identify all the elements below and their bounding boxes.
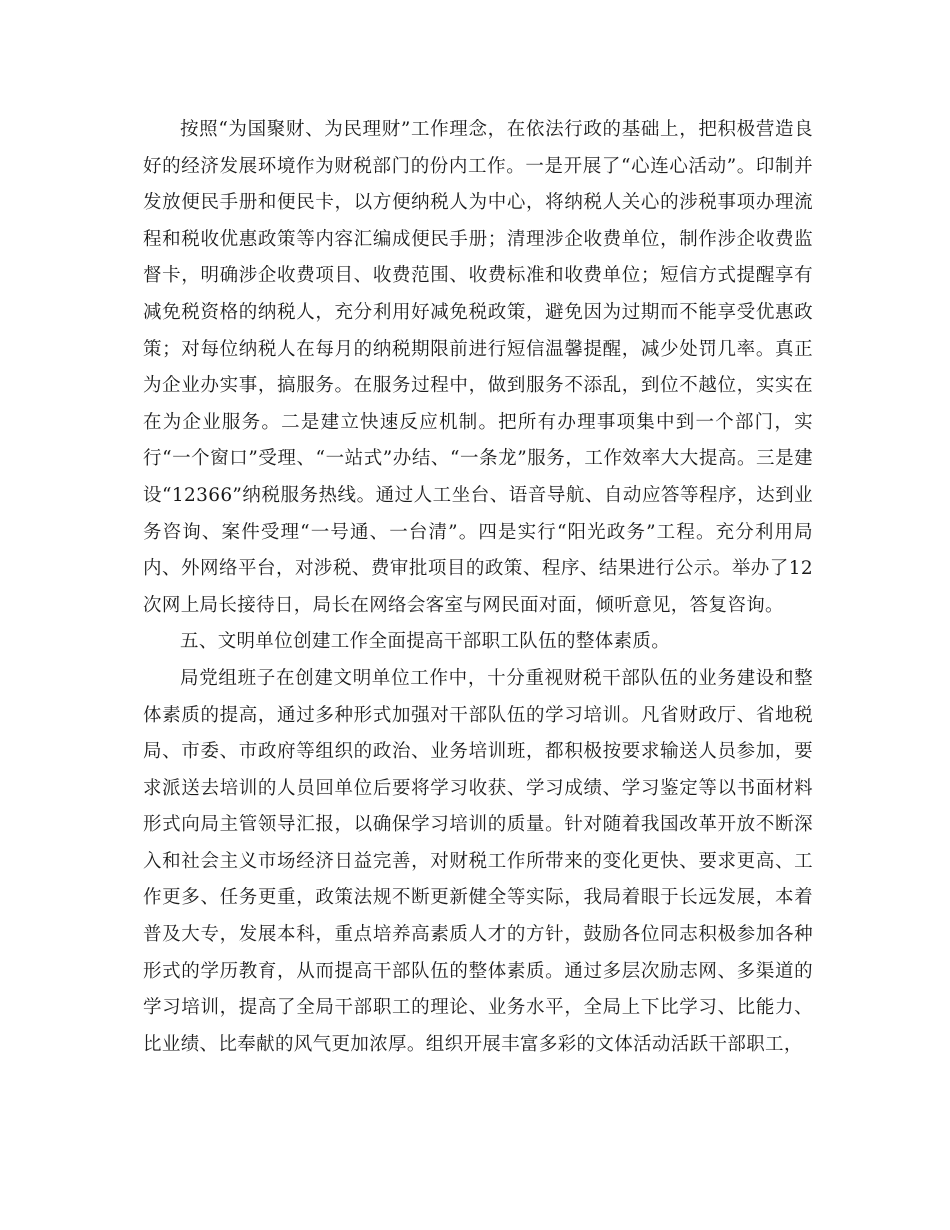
document-body: [143, 112, 813, 1063]
paragraph-section-heading: 五、文明单位创建工作全面提高干部职工队伍的整体素质。: [180, 631, 671, 653]
paragraph-service-environment: 按照“为国聚财、为民理财”工作理念，在依法行政的基础上，把积极营造良好的经济发展环境作为财税部门的份内工作。一是开展了“心连心活动”。印制并发放便民手册和便民卡，以方便纳税人为中心，将纳税人关心的涉税事项办理流程和税收优惠政策等内容汇编成便民手册；清理涉企收费单位，制作涉企收费监督卡，明确涉企收费项目、收费范围、收费标准和收费单位；短信方式提醒享有减免税资格的纳税人，充分利用好减免税政策，避免因为过期而不能享受优惠政策；对每位纳税人在每月的纳税期限前进行短信温馨提醒，减少处罚几率。真正为企业办实事，搞服务。在服务过程中，做到服务不添乱，到位不越位，实实在在为企业服务。二是建立快速反应机制。把所有办理事项集中到一个部门，实行“一个窗口”受理、“一站式”办结、“一条龙”服务，工作效率大大提高。三是建设“12366”纳税服务热线。通过人工坐台、语音导航、自动应答等程序，达到业务咨询、案件受理“一号通、一台清”。四是实行“阳光政务”工程。充分利用局内、外网络平台，对涉税、费审批项目的政策、程序、结果进行公示。举办了12次网上局长接待日，局长在网络会客室与网民面对面，倾听意见，答复咨询。: [143, 119, 813, 616]
paragraph-staff-training: 局党组班子在创建文明单位工作中，十分重视财税干部队伍的业务建设和整体素质的提高，通过多种形式加强对干部队伍的学习培训。凡省财政厅、省地税局、市委、市政府等组织的政治、业务培训班，都积极按要求输送人员参加，要求派送去培训的人员回单位后要将学习收获、学习成绩、学习鉴定等以书面材料形式向局主管领导汇报，以确保学习培训的质量。针对随着我国改革开放不断深入和社会主义市场经济日益完善，对财税工作所带来的变化更快、要求更高、工作更多、任务更重，政策法规不断更新健全等实际，我局着眼于长远发展，本着普及大专，发展本科，重点培养高素质人才的方针，鼓励各位同志积极参加各种形式的学历教育，从而提高干部队伍的整体素质。通过多层次励志网、多渠道的学习培训，提高了全局干部职工的理论、业务水平，全局上下比学习、比能力、比业绩、比奉献的风气更加浓厚。组织开展丰富多彩的文体活动活跃干部职工，: [143, 667, 813, 1055]
